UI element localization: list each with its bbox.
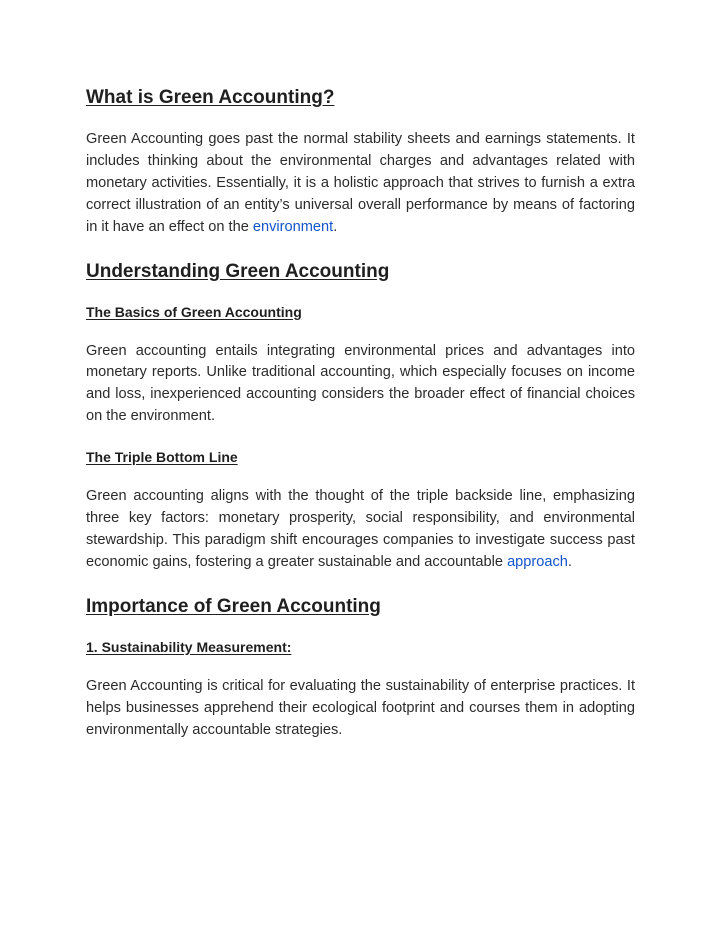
paragraph-sustainability: Green Accounting is critical for evaluating the sustainability of enterprise practices. It helps businesses apprehend their ecological footprint and courses them in adopting environmentally accountable strategies. <box>86 677 635 738</box>
heading-importance-green-accounting: Importance of Green Accounting <box>86 595 381 617</box>
subheading-triple-bottom-line: The Triple Bottom Line <box>86 449 238 466</box>
paragraph-triple-end: . <box>567 553 572 570</box>
paragraph-triple-bottom-line <box>86 486 635 574</box>
document-page <box>86 84 635 742</box>
subheading-basics: The Basics of Green Accounting <box>86 303 302 320</box>
subheading-sustainability-measurement: 1. Sustainability Measurement: <box>86 638 292 655</box>
paragraph-intro-end: . <box>333 218 338 235</box>
paragraph-triple-text: Green accounting aligns with the thought of the triple backside line, emphasizing three key factors: monetary prosperity, social responsibility, and environmental stewardship. This paradigm shift encourages companies to investigate success past economic gains, fostering a greater sustainable and accountable <box>86 488 635 570</box>
heading-understanding-green-accounting: Understanding Green Accounting <box>86 260 390 282</box>
approach-link[interactable]: approach <box>507 553 568 570</box>
paragraph-intro-text: Green Accounting goes past the normal stability sheets and earnings statements. It includes thinking about the environmental charges and advantages related with monetary activities. Essentially, it is a holistic approach that strives to furnish a extra correct illustration of an entity’s universal overall performance by means of factoring in it have an effect on the <box>86 131 635 235</box>
heading-what-is-green-accounting: What is Green Accounting? <box>86 87 335 108</box>
environment-link[interactable]: environment <box>252 218 334 235</box>
paragraph-intro <box>86 129 635 239</box>
paragraph-basics: Green accounting entails integrating environmental prices and advantages into monetary reports. Unlike traditional accounting, which especially focuses on income and loss, inexperienced accounting considers the broader effect of financial choices on the environment. <box>86 342 635 425</box>
